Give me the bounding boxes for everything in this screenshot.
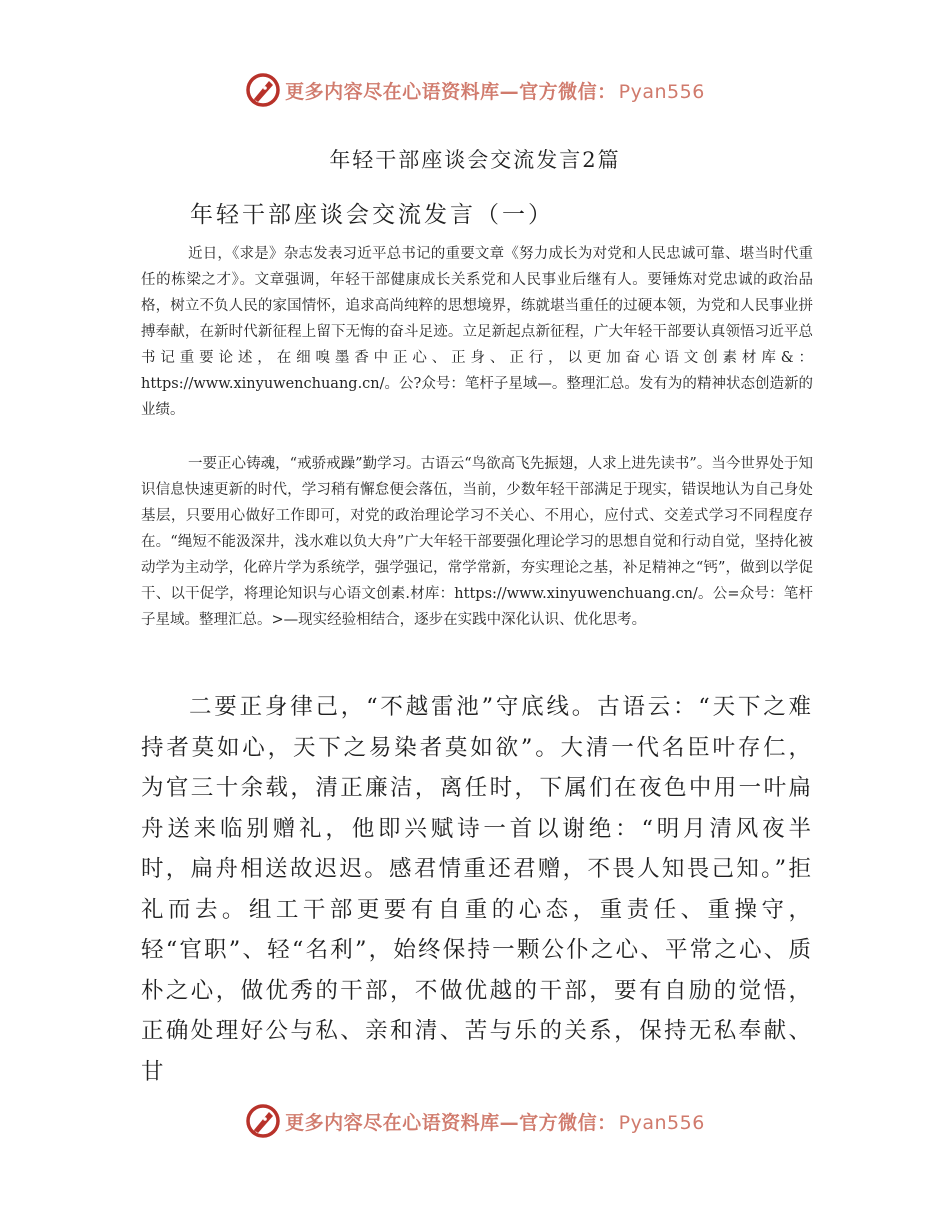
footer-banner-text xyxy=(285,1108,705,1135)
paragraph-2: 一要正心铸魂，“戒骄戒躁”勤学习。古语云“鸟欲高飞先振翅，人求上进先读书”。当今世界处于知识信息快速更新的时代，学习稍有懈怠便会落伍，当前，少数年轻干部满足于现实，错误地认为自己身处基层，只要用心做好工作即可，对党的政治理论学习不关心、不用心，应付式、交差式学习不同程度存在。“绳短不能汲深井，浅水难以负大舟”广大年轻干部要强化理论学习的思想自觉和行动自觉，坚持化被动学为主动学，化碎片学为系统学，强学强记，常学常新，夯实理论之基，补足精神之“钙”，做到以学促干、以干促学，将理论知识与心语文创素.材库：https://www.xinyuwenchuang.cn/。公=众号：笔杆子星域。整理汇总。>—现实经验相结合，逐步在实践中深化认识、优化思考。 xyxy=(141,456,813,628)
paragraph-1: 近日，《求是》杂志发表习近平总书记的重要文章《努力成长为对党和人民忠诚可靠、堪当时代重任的栋梁之才》。文章强调，年轻干部健康成长关系党和人民事业后继有人。要锤炼对党忠诚的政治品格，树立不负人民的家国情怀，追求高尚纯粹的思想境界，练就堪当重任的过硬本领，为党和人民事业拼搏奉献，在新时代新征程上留下无悔的奋斗足迹。立足新起点新征程，广大年轻干部要认真领悟习近平总书记重要论述，在细嗅墨香中正心、正身、正行，以更加奋心语文创素材库&：https://www.xinyuwenchuang.cn/。公?众号：笔杆子星域—。整理汇总。发有为的精神状态创造新的业绩。 xyxy=(141,246,813,418)
paragraph-3: 二要正身律己，“不越雷池”守底线。古语云：“天下之难持者莫如心，天下之易染者莫如欲”。大清一代名臣叶存仁，为官三十余载，清正廉洁，离任时，下属们在夜色中用一叶扁舟送来临别赠礼，他即兴赋诗一首以谢绝：“明月清风夜半时，扁舟相送故迟迟。感君情重还君赠，不畏人知畏己知。”拒礼而去。组工干部更要有自重的心态，重责任、重操守，轻“官职”、轻“名利”，始终保持一颗公仆之心、平常之心、质朴之心，做优秀的干部，不做优越的干部，要有自励的觉悟，正确处理好公与私、亲和清、苦与乐的关系，保持无私奉献、甘 xyxy=(141,694,813,1085)
pen-nib-logo-icon xyxy=(245,1103,281,1139)
section-title: 年轻干部座谈会交流发言（一） xyxy=(190,202,554,228)
footer-banner-slogan: 更多内容尽在心语资料库—官方微信： xyxy=(285,1111,617,1134)
header-wechat-id: Pyan556 xyxy=(618,80,705,103)
pen-nib-logo-icon xyxy=(245,72,281,108)
header-banner-slogan: 更多内容尽在心语资料库—官方微信： xyxy=(285,80,617,103)
footer-wechat-id: Pyan556 xyxy=(618,1111,705,1134)
header-banner-text xyxy=(285,77,705,104)
footer-banner xyxy=(0,1099,950,1143)
document-title: 年轻干部座谈会交流发言2篇 xyxy=(329,148,621,172)
header-banner xyxy=(0,68,950,112)
